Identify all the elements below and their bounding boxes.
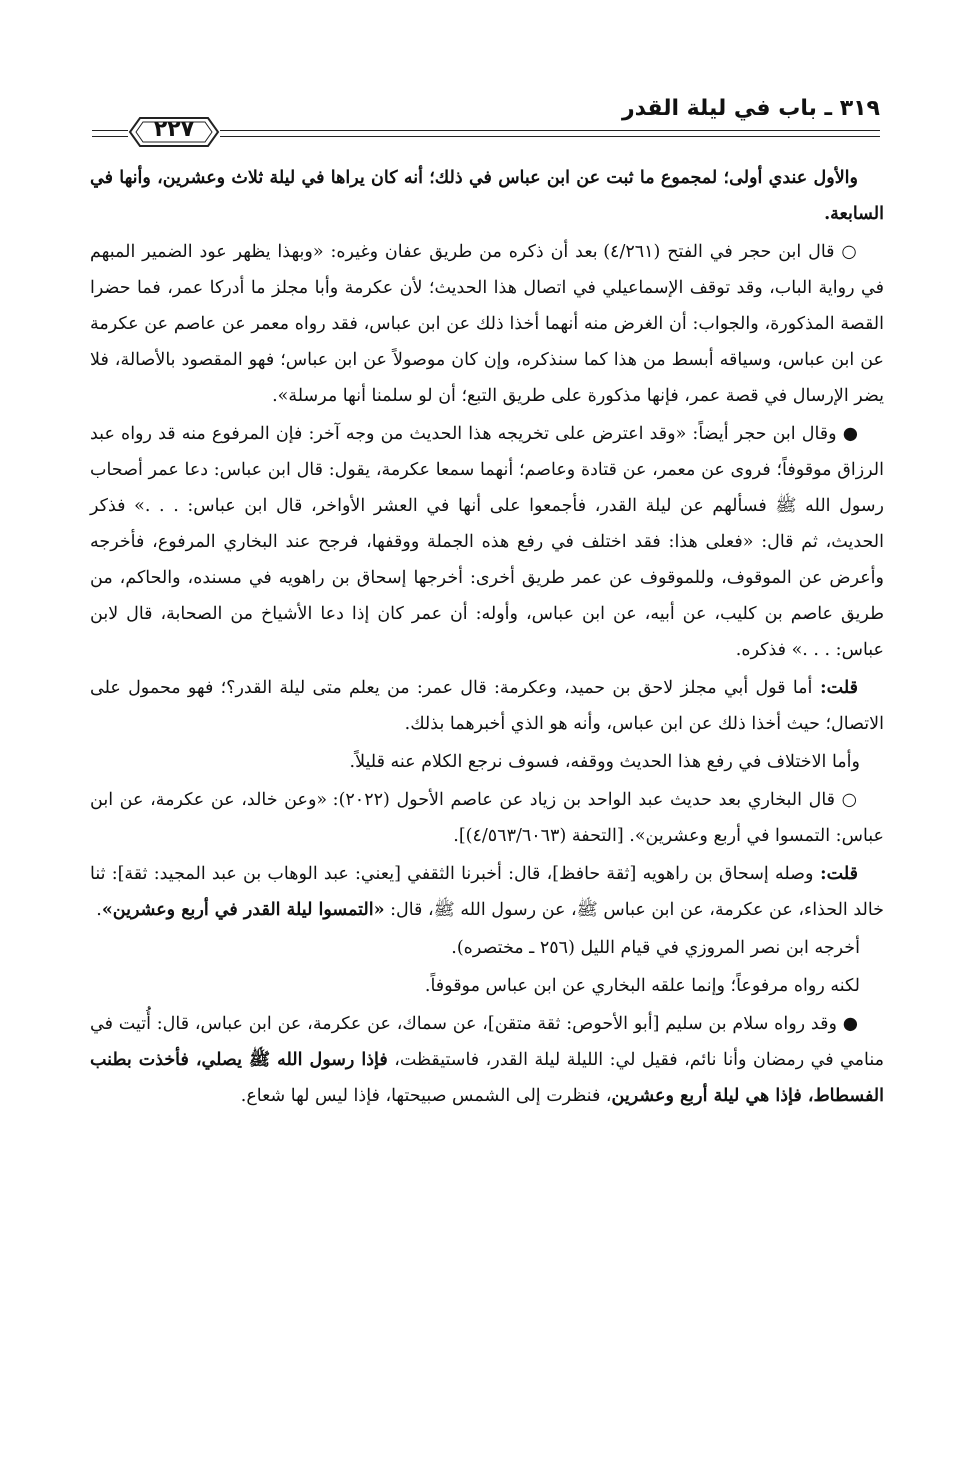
paragraph — [90, 856, 884, 928]
header-rule — [220, 136, 880, 137]
paragraph — [90, 234, 884, 414]
page-number: ٢٢٧ — [153, 117, 195, 142]
page-number-badge — [128, 114, 220, 150]
text-segment: ● وقال ابن حجر أيضاً: «وقد اعترض على تخريجه هذا الحديث من وجه آخر: فإن المرفوع منه قد رواه عبد الرزاق موقوفاً؛ فروى عن معمر، عن قتادة وعاصم؛ أنهما سمعا عكرمة، يقول: قال ابن عباس: دعا عمر أصحاب رسول الله ﷺ فسألهم عن ليلة القدر، فأجمعوا على أنها في العشر الأواخر، قال ابن عباس: . . .» فذكر الحديث، ثم قال: «فعلى هذا: فقد اختلف في رفع هذه الجملة ووقفها، فرجح عند البخاري المرفوع، فأخرجه وأعرض عن الموقوف، وللموقوف عن عمر طريق أخرى: أخرجها إسحاق بن راهويه في مسنده، والحاكم، من طريق عاصم بن كليب، عن أبيه، عن ابن عباس، وأوله: أن عمر كان إذا دعا الأشياخ من الصحابة، قال لابن عباس: . . .» فذكره. — [90, 424, 884, 660]
paragraph — [90, 782, 884, 854]
chapter-title: ٣١٩ ـ باب في ليلة القدر — [622, 96, 880, 121]
text-segment: وأما الاختلاف في رفع هذا الحديث ووقفه، فسوف نرجع الكلام عنه قليلاً. — [349, 752, 860, 772]
bold-text: فإذا رسول الله ﷺ يصلي، فأخذت بطنب الفسطاط، فإذا هي ليلة أربع وعشرين — [90, 1050, 884, 1106]
text-segment: ، فنظرت إلى الشمس صبيحتها، فإذا ليس لها شعاع. — [240, 1086, 612, 1106]
paragraph — [90, 416, 884, 668]
page-header — [92, 92, 880, 142]
text-segment: لكنه رواه مرفوعاً؛ وإنما علقه البخاري عن ابن عباس موقوفاً. — [424, 976, 860, 996]
paragraph — [90, 968, 884, 1004]
text-segment: وصله إسحاق بن راهويه [ثقة حافظ]، قال: أخبرنا الثقفي [يعني: عبد الوهاب بن عبد المجيد: ثقة]: ثنا خالد الحذاء، عن عكرمة، عن ابن عباس ﷺ، عن رسول الله ﷺ، قال: — [90, 864, 884, 920]
text-segment: . — [96, 900, 102, 920]
paragraph — [90, 930, 884, 966]
paragraph — [90, 1006, 884, 1114]
page-body — [90, 160, 884, 1116]
bold-text: قلت: — [812, 678, 858, 698]
text-segment: أما قول أبي مجلز لاحق بن حميد، وعكرمة: قال عمر: من يعلم متى ليلة القدر؟؛ فهو محمول على الاتصال؛ حيث أخذا ذلك عن ابن عباس، وأنه هو الذي أخبرهما بذلك. — [90, 678, 884, 734]
paragraph — [90, 160, 884, 232]
header-rule — [92, 136, 128, 137]
paragraph — [90, 744, 884, 780]
text-segment: ○ قال البخاري بعد حديث عبد الواحد بن زياد عن عاصم الأحول (٢٠٢٢): «وعن خالد، عن عكرمة، عن ابن عباس: التمسوا في أربع وعشرين». [التحفة (٤/٥٦٣/٦٠٦٣)]. — [90, 790, 884, 846]
bold-text: والأول عندي أولى؛ لمجموع ما ثبت عن ابن عباس في ذلك؛ أنه كان يراها في ليلة ثلاث وعشرين، وأنها في السابعة. — [90, 168, 884, 224]
header-rule — [92, 130, 128, 131]
text-segment: ○ قال ابن حجر في الفتح (٤/٢٦١) بعد أن ذكره من طريق عفان وغيره: «وبهذا يظهر عود الضمير المبهم في رواية الباب، وقد توقف الإسماعيلي في اتصال هذا الحديث؛ لأن عكرمة وأبا مجلز ما أدركا عمر، فما حضرا القصة المذكورة، والجواب: أن الغرض منه أنهما أخذا ذلك عن ابن عباس، فقد رواه معمر عن عاصم عن عكرمة عن ابن عباس، وسياقه أبسط من هذا كما سنذكره، وإن كان موصولاً عن ابن عباس؛ فهو المقصود بالأصالة، فلا يضر الإرسال في قصة عمر، فإنها مذكورة على طريق التبع؛ أن لو سلمنا أنها مرسلة». — [90, 242, 884, 406]
text-segment: أخرجه ابن نصر المروزي في قيام الليل (٢٥٦ ـ مختصره). — [451, 938, 860, 958]
text-segment: ● وقد رواه سلام بن سليم [أبو الأحوص: ثقة متقن]، عن سماك، عن عكرمة، عن ابن عباس، قال: أُتيت في منامي في رمضان وأنا نائم، فقيل لي: الليلة ليلة القدر، فاستيقظت، — [90, 1014, 885, 1070]
header-rule — [220, 130, 880, 131]
bold-text: قلت: — [813, 864, 858, 884]
bold-text: «التمسوا ليلة القدر في أربع وعشرين» — [101, 900, 385, 920]
paragraph — [90, 670, 884, 742]
